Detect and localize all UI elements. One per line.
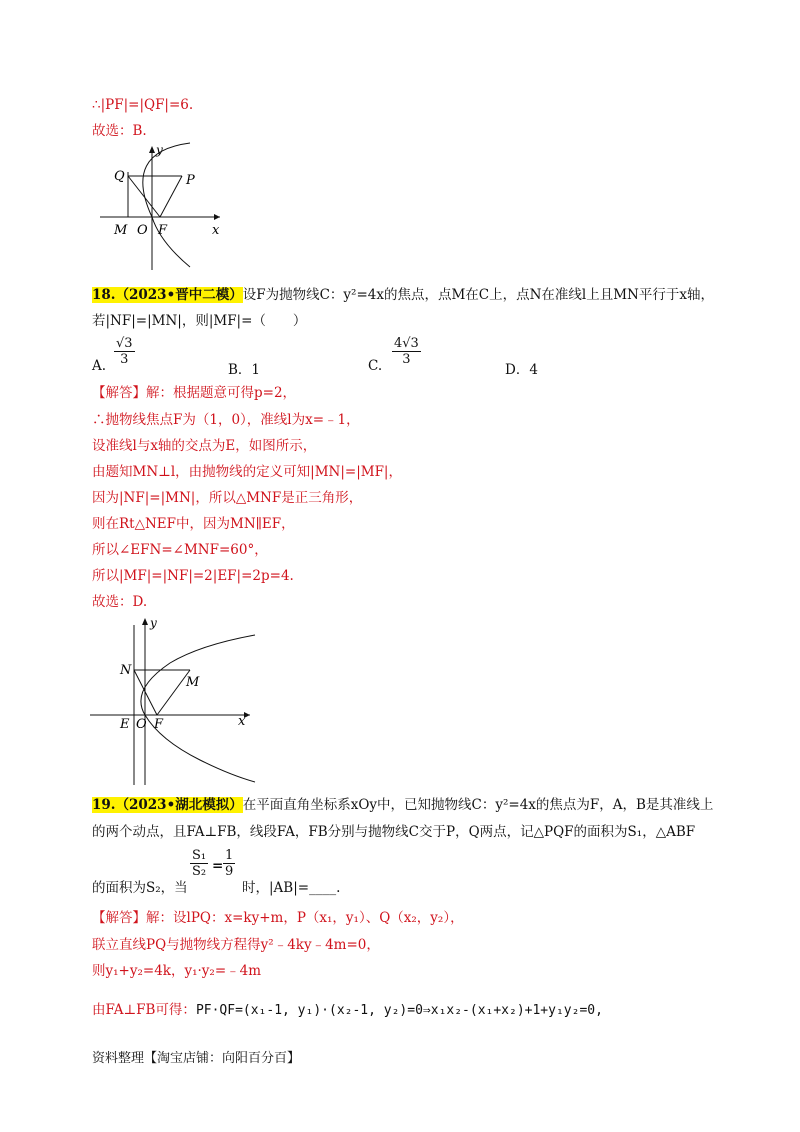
dot-product-formula: PF·QF=(x₁-1, y₁)·(x₂-1, y₂)=0⇒x₁x₂-(x₁+x₂)+1+y₁y₂=0, xyxy=(195,1003,603,1018)
q18-choice-line: 故选：D. xyxy=(92,594,148,610)
question-18-number: 18. xyxy=(92,287,116,303)
fig2-label-m: M xyxy=(186,675,200,690)
option-c-label: C. xyxy=(368,358,383,374)
option-c-denominator: 3 xyxy=(402,352,411,367)
fig2-label-n: N xyxy=(120,663,132,678)
option-a-denominator: 3 xyxy=(120,352,129,367)
q18-answer-line-6: 则在Rt△NEF中，因为MN∥EF， xyxy=(92,516,295,532)
q18-answer-line-7: 所以∠EFN=∠MNF=60°， xyxy=(92,542,268,558)
ratio-equals: = xyxy=(212,858,224,874)
ratio-s-numerator: S₁ xyxy=(192,848,207,863)
option-d: D．4 xyxy=(505,362,538,378)
q19-answer-line-2: 联立直线PQ与抛物线方程得y²﹣4ky﹣4m=0， xyxy=(92,937,380,953)
ratio-value-fraction xyxy=(223,848,235,879)
option-c-fraction xyxy=(392,336,421,367)
parabola-figure-2 xyxy=(90,615,260,787)
fig1-label-o: O xyxy=(137,223,148,238)
q18-answer-line-5: 因为|NF|=|MN|，所以△MNF是正三角形， xyxy=(92,490,363,506)
fig1-label-x: x xyxy=(212,223,220,238)
question-19-stem-line1: 在平面直角坐标系xOy中，已知抛物线C：y²=4x的焦点为F，A，B是其准线上 xyxy=(242,797,714,813)
question-19-source: （2023•湖北模拟） xyxy=(115,797,243,813)
option-b: B．1 xyxy=(228,362,261,378)
ratio-s-fraction xyxy=(190,848,208,879)
q18-answer-line-2: ∴抛物线焦点F为（1，0），准线l为x=﹣1， xyxy=(92,412,360,428)
q18-answer-line-1: 【解答】解：根据题意可得p=2， xyxy=(92,385,297,401)
option-a-numerator: √3 xyxy=(116,336,133,351)
option-a-label: A. xyxy=(92,358,107,374)
question-18-stem-line1: 设F为抛物线C：y²=4x的焦点，点M在C上，点N在准线l上且MN平行于x轴， xyxy=(242,287,714,303)
fig2-label-e: E xyxy=(120,717,130,732)
question-18-stem xyxy=(92,285,714,305)
question-19-stem-line3-post: 时，|AB|=____. xyxy=(242,880,341,896)
question-19-stem-line2: 的两个动点，且FA⊥FB，线段FA，FB分别与抛物线C交于P，Q两点，记△PQF的面积为S₁，△ABF xyxy=(92,824,696,840)
fig1-label-m: M xyxy=(114,223,128,238)
prev-answer-line: ∴|PF|=|QF|=6. xyxy=(92,97,194,113)
q18-answer-line-8: 所以|MF|=|NF|=2|EF|=2p=4. xyxy=(92,568,294,584)
question-19-stem xyxy=(92,795,713,815)
fig1-label-q: Q xyxy=(114,169,125,184)
q19-answer-line-3: 则y₁+y₂=4k，y₁·y₂=﹣4m xyxy=(92,963,262,979)
fig1-label-y: y xyxy=(156,143,163,157)
ratio-value-denominator: 9 xyxy=(225,864,234,879)
fig2-label-y: y xyxy=(150,616,157,630)
question-18-source: （2023•晋中二模） xyxy=(115,287,243,303)
fig2-label-f: F xyxy=(154,717,164,732)
ratio-s-denominator: S₂ xyxy=(192,864,207,879)
question-19-number: 19. xyxy=(92,797,116,813)
q18-answer-line-4: 由题知MN⊥l，由抛物线的定义可知|MN|=|MF|， xyxy=(92,464,402,480)
question-19-stem-line3-pre: 的面积为S₂，当 xyxy=(92,880,188,896)
fig1-label-p: P xyxy=(186,173,195,188)
fig1-label-f: F xyxy=(158,223,168,238)
q19-answer-line-4 xyxy=(92,1000,603,1021)
question-18-stem-line2: 若|NF|=|MN|，则|MF|=（ ） xyxy=(92,313,307,329)
prev-choice-line: 故选：B. xyxy=(92,123,147,139)
q19-answer-line-4-pre: 由FA⊥FB可得： xyxy=(92,1002,196,1018)
fig2-label-o: O xyxy=(136,717,147,732)
parabola-figure-1 xyxy=(100,142,230,272)
option-c-numerator: 4√3 xyxy=(394,336,419,351)
q18-answer-line-3: 设准线l与x轴的交点为E，如图所示， xyxy=(92,438,317,454)
option-a-fraction xyxy=(114,336,135,367)
footer-source: 资料整理【淘宝店铺：向阳百分百】 xyxy=(92,1051,301,1066)
ratio-value-numerator: 1 xyxy=(225,848,234,863)
q19-answer-line-1: 【解答】解：设lPQ：x=ky+m，P（x₁，y₁）、Q（x₂，y₂）， xyxy=(92,910,464,926)
fig2-label-x: x xyxy=(238,714,246,729)
